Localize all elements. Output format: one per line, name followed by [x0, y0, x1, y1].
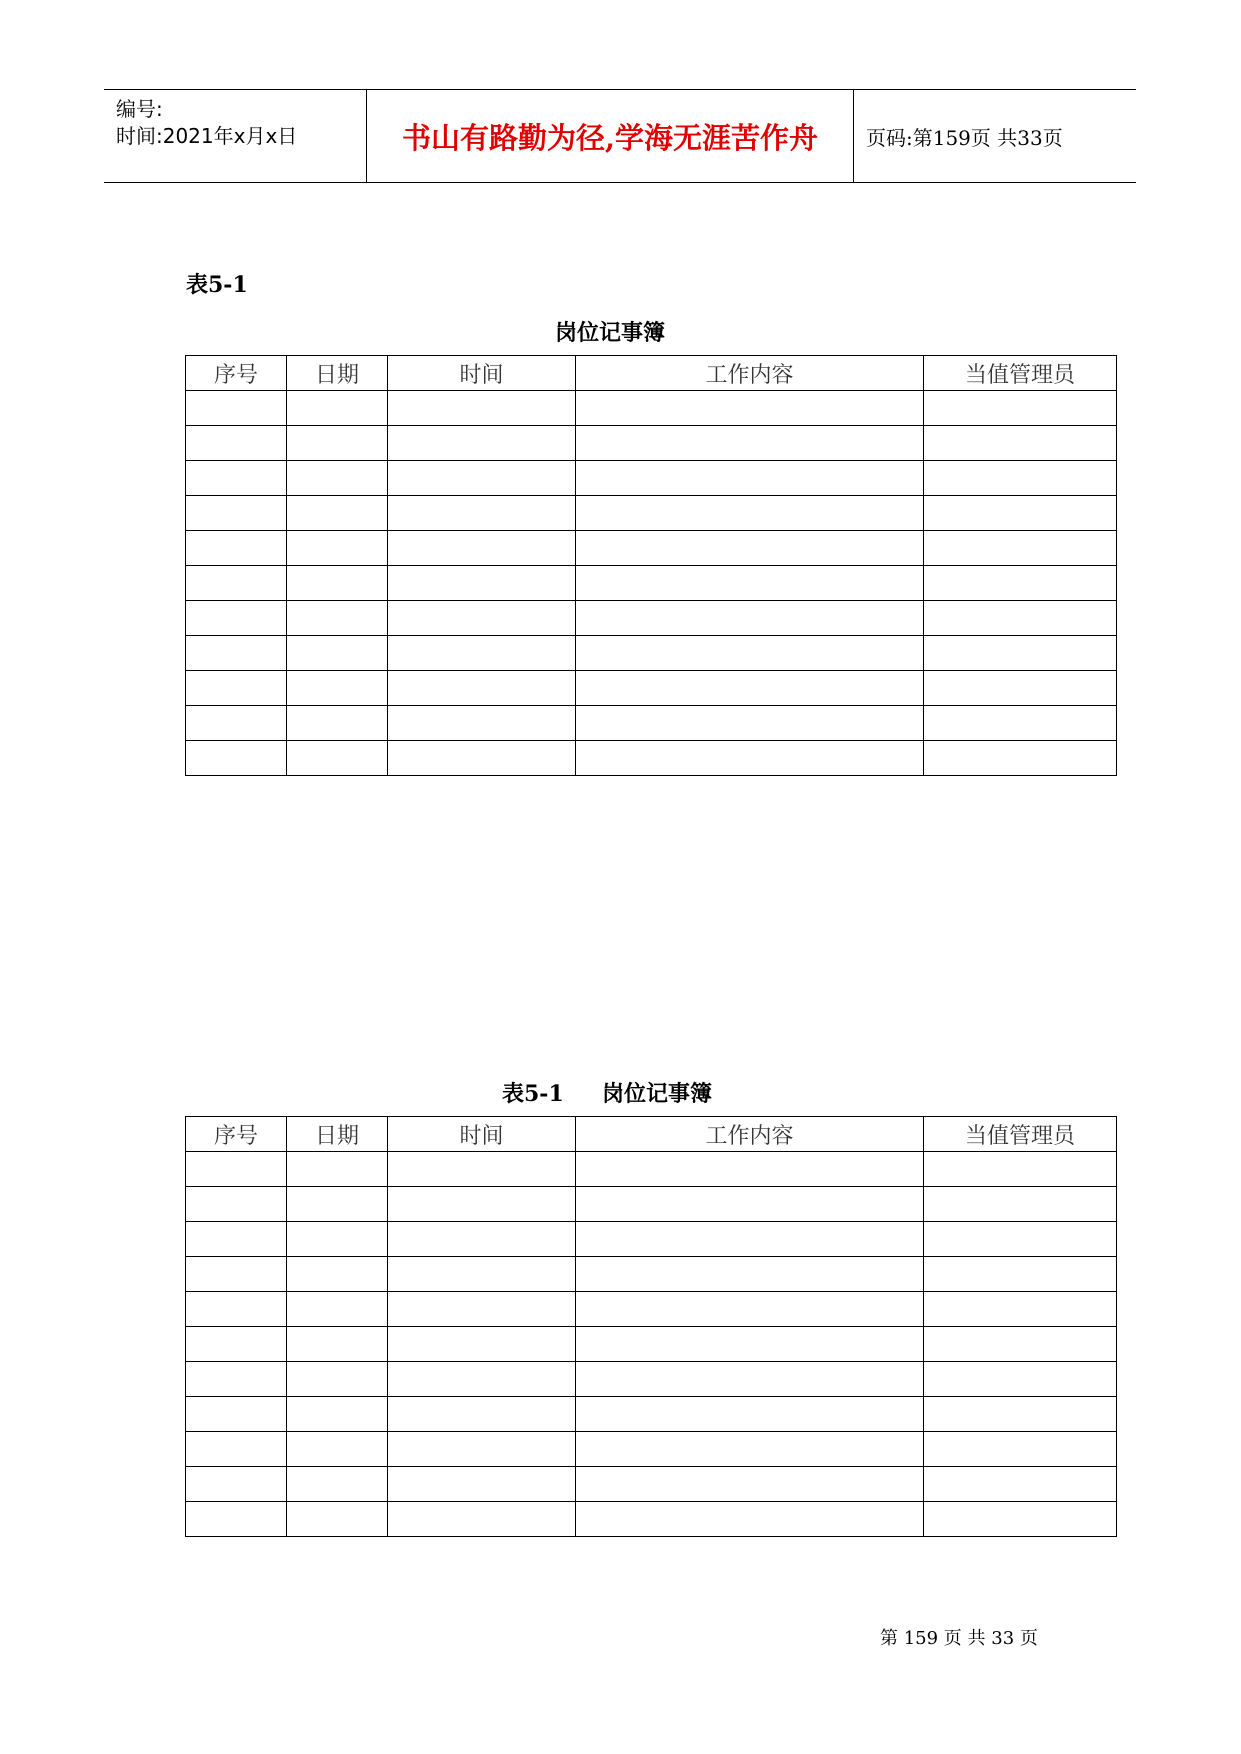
table1-title: 岗位记事簿 [555, 320, 666, 346]
table-cell [576, 1397, 924, 1432]
table-cell [576, 566, 924, 601]
table-body [186, 391, 1117, 776]
table-cell [924, 706, 1117, 741]
table-cell [924, 1432, 1117, 1467]
table-cell [388, 1257, 576, 1292]
table-cell [287, 531, 388, 566]
table-cell [576, 1502, 924, 1537]
table-cell [388, 461, 576, 496]
header-page-info: 页码:第159页 共33页 [866, 125, 1063, 150]
table-cell [186, 426, 287, 461]
table-cell [186, 531, 287, 566]
table-cell [388, 566, 576, 601]
table-row [186, 706, 1117, 741]
serial-label: 编号: [116, 97, 163, 121]
table-cell [924, 426, 1117, 461]
table-cell [287, 1397, 388, 1432]
col-header-date: 日期 [287, 356, 388, 391]
table-cell [388, 706, 576, 741]
table-cell [287, 1327, 388, 1362]
table-cell [388, 671, 576, 706]
table-cell [924, 1292, 1117, 1327]
table-cell [186, 1152, 287, 1187]
table-cell [576, 1467, 924, 1502]
table-row [186, 1327, 1117, 1362]
table-cell [186, 496, 287, 531]
col-header-time: 时间 [388, 1117, 576, 1152]
table-cell [388, 1327, 576, 1362]
table-row [186, 1362, 1117, 1397]
table-row [186, 1222, 1117, 1257]
table-cell [576, 671, 924, 706]
table-cell [186, 601, 287, 636]
table-cell [388, 1362, 576, 1397]
header-motto: 书山有路勤为径,学海无涯苦作舟 [367, 90, 854, 182]
table-cell [287, 1292, 388, 1327]
table-row [186, 1467, 1117, 1502]
col-header-time: 时间 [388, 356, 576, 391]
table-row [186, 496, 1117, 531]
table-cell [388, 1222, 576, 1257]
table-cell [287, 671, 388, 706]
table-cell [576, 741, 924, 776]
table-cell [186, 1467, 287, 1502]
col-header-work-content: 工作内容 [576, 1117, 924, 1152]
table-cell [287, 461, 388, 496]
table-cell [287, 1362, 388, 1397]
table-cell [186, 706, 287, 741]
table-cell [924, 496, 1117, 531]
table-cell [287, 1467, 388, 1502]
table-cell [576, 1292, 924, 1327]
table-cell [388, 1502, 576, 1537]
table-row [186, 1257, 1117, 1292]
table-cell [576, 391, 924, 426]
table-cell [186, 391, 287, 426]
table-cell [924, 1257, 1117, 1292]
table-cell [388, 426, 576, 461]
table-row [186, 601, 1117, 636]
table-cell [924, 1362, 1117, 1397]
col-header-serial: 序号 [186, 356, 287, 391]
table-cell [186, 1327, 287, 1362]
table-cell [924, 461, 1117, 496]
page-footer: 第 159 页 共 33 页 [880, 1628, 1038, 1649]
table-row [186, 636, 1117, 671]
col-header-duty-manager: 当值管理员 [924, 356, 1117, 391]
duty-log-table-1 [185, 355, 1117, 776]
table-cell [388, 1467, 576, 1502]
table-cell [924, 566, 1117, 601]
table-cell [388, 1187, 576, 1222]
table-cell [186, 1502, 287, 1537]
table2-caption: 表5-1 岗位记事簿 [502, 1081, 713, 1107]
table-row [186, 1502, 1117, 1537]
table-cell [576, 531, 924, 566]
table-row [186, 426, 1117, 461]
duty-log-table-2 [185, 1116, 1117, 1537]
table-cell [924, 1152, 1117, 1187]
table-cell [576, 636, 924, 671]
table-cell [576, 1222, 924, 1257]
table-cell [287, 1222, 388, 1257]
table-cell [388, 391, 576, 426]
table-cell [287, 391, 388, 426]
table-cell [287, 1257, 388, 1292]
table-cell [287, 1502, 388, 1537]
table-cell [388, 636, 576, 671]
table-cell [186, 1257, 287, 1292]
table-header-row [186, 356, 1117, 391]
table-cell [576, 1152, 924, 1187]
table-cell [287, 1187, 388, 1222]
table-cell [924, 531, 1117, 566]
table-cell [924, 1502, 1117, 1537]
table-cell [186, 1222, 287, 1257]
table-cell [186, 566, 287, 601]
table-cell [576, 1362, 924, 1397]
table-cell [287, 1152, 388, 1187]
table-cell [924, 1222, 1117, 1257]
page-header [104, 89, 1136, 183]
table-cell [186, 1292, 287, 1327]
table-cell [388, 1432, 576, 1467]
table-cell [186, 1187, 287, 1222]
table-cell [287, 706, 388, 741]
table-row [186, 1152, 1117, 1187]
col-header-work-content: 工作内容 [576, 356, 924, 391]
table-cell [576, 1187, 924, 1222]
table-row [186, 1397, 1117, 1432]
table-cell [186, 1362, 287, 1397]
table-cell [924, 741, 1117, 776]
time-label: 时间:2021年x月x日 [116, 124, 298, 148]
table-cell [924, 671, 1117, 706]
table-cell [388, 1292, 576, 1327]
table-row [186, 531, 1117, 566]
table-row [186, 1292, 1117, 1327]
table-body [186, 1152, 1117, 1537]
table-row [186, 741, 1117, 776]
col-header-duty-manager: 当值管理员 [924, 1117, 1117, 1152]
table-cell [388, 531, 576, 566]
table-cell [924, 391, 1117, 426]
table-cell [388, 741, 576, 776]
table-cell [576, 1257, 924, 1292]
table-header-row [186, 1117, 1117, 1152]
table-cell [576, 426, 924, 461]
table-cell [186, 1397, 287, 1432]
table-cell [186, 1432, 287, 1467]
table-cell [924, 1467, 1117, 1502]
table-cell [576, 461, 924, 496]
table-row [186, 391, 1117, 426]
table-cell [924, 1397, 1117, 1432]
table-row [186, 1432, 1117, 1467]
table-cell [576, 496, 924, 531]
table-cell [287, 636, 388, 671]
table-cell [287, 741, 388, 776]
table-cell [576, 601, 924, 636]
table-row [186, 461, 1117, 496]
table-cell [576, 1432, 924, 1467]
table1-caption-number: 表5-1 [186, 272, 248, 298]
table-cell [287, 496, 388, 531]
table-cell [186, 741, 287, 776]
header-meta [104, 90, 367, 182]
table-cell [576, 706, 924, 741]
table-cell [924, 601, 1117, 636]
table-cell [576, 1327, 924, 1362]
table-cell [287, 426, 388, 461]
table-cell [388, 496, 576, 531]
table-row [186, 566, 1117, 601]
table-cell [924, 636, 1117, 671]
table-cell [388, 1397, 576, 1432]
table-cell [388, 1152, 576, 1187]
table-cell [186, 461, 287, 496]
col-header-serial: 序号 [186, 1117, 287, 1152]
table-row [186, 1187, 1117, 1222]
table-cell [287, 566, 388, 601]
table-cell [186, 636, 287, 671]
table-cell [186, 671, 287, 706]
table-row [186, 671, 1117, 706]
col-header-date: 日期 [287, 1117, 388, 1152]
table-cell [287, 601, 388, 636]
table-cell [924, 1187, 1117, 1222]
table-cell [287, 1432, 388, 1467]
table-cell [924, 1327, 1117, 1362]
table-cell [388, 601, 576, 636]
